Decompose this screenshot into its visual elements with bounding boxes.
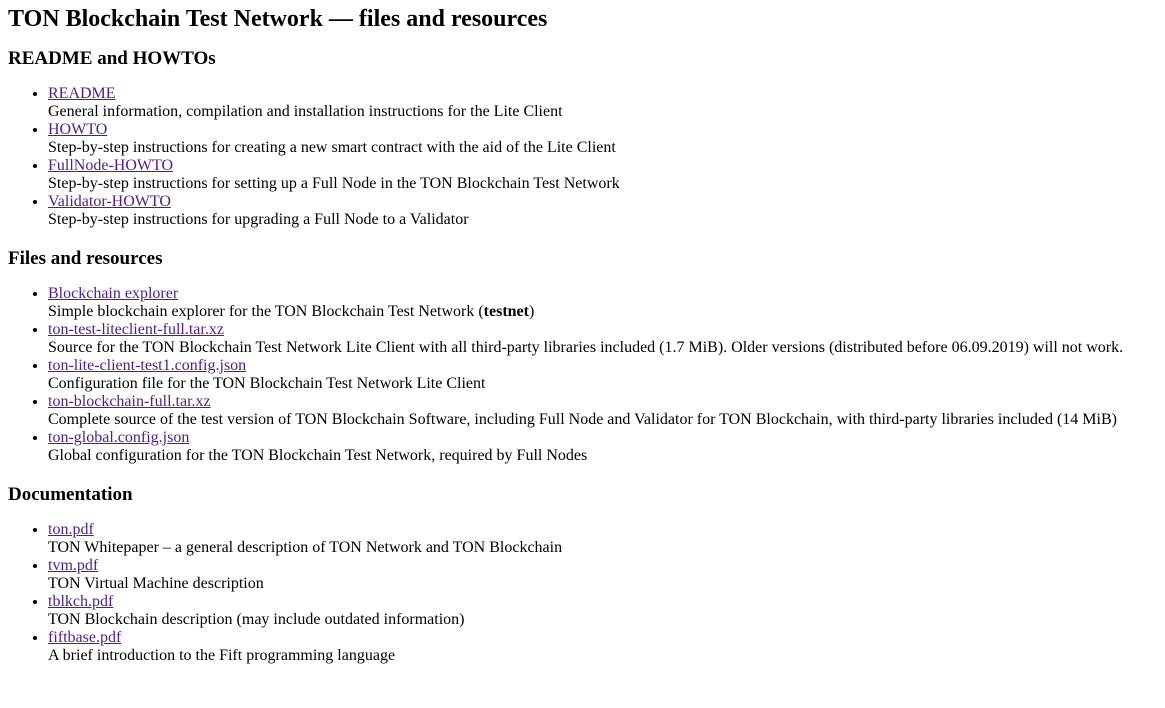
description-tail: ) [528, 303, 535, 320]
page [0, 5, 1165, 665]
tblkch-pdf-description: TON Blockchain description (may include outdated information) [48, 611, 465, 628]
howto-description: Step-by-step instructions for creating a new smart contract with the aid of the Lite Client [48, 139, 616, 156]
section-heading-documentation: Documentation [8, 484, 133, 505]
tvm-pdf-link[interactable]: tvm.pdf [48, 557, 99, 574]
ton-pdf-description: TON Whitepaper – a general description of TON Network and TON Blockchain [48, 539, 563, 556]
fiftbase-pdf-description: A brief introduction to the Fift programming language [48, 647, 396, 664]
lite-client-config-link[interactable]: ton-lite-client-test1.config.json [48, 357, 247, 374]
list-item [48, 393, 1157, 429]
list-item [48, 157, 1157, 193]
global-config-description: Global configuration for the TON Blockchain Test Network, required by Full Nodes [48, 447, 588, 464]
tvm-pdf-description: TON Virtual Machine description [48, 575, 264, 592]
readme-link[interactable]: README [48, 85, 116, 102]
validator-howto-description: Step-by-step instructions for upgrading a Full Node to a Validator [48, 211, 469, 228]
blockchain-explorer-description: Simple blockchain explorer for the TON Blockchain Test Network ( [48, 303, 484, 320]
list-item [48, 193, 1157, 229]
list-item [48, 321, 1157, 357]
page-title: TON Blockchain Test Network — files and resources [8, 6, 548, 32]
fiftbase-pdf-link[interactable]: fiftbase.pdf [48, 629, 122, 646]
list-item [48, 557, 1157, 593]
validator-howto-link[interactable]: Validator-HOWTO [48, 193, 171, 210]
readme-list [8, 85, 1157, 229]
blockchain-explorer-link[interactable]: Blockchain explorer [48, 285, 179, 302]
list-item [48, 85, 1157, 121]
lite-client-config-description: Configuration file for the TON Blockchain Test Network Lite Client [48, 375, 486, 392]
blockchain-archive-description: Complete source of the test version of TON Blockchain Software, including Full Node and Validator for TON Blockchain, with third-party libraries included (14 MiB) [48, 411, 1117, 428]
readme-description: General information, compilation and installation instructions for the Lite Client [48, 103, 563, 120]
list-item [48, 629, 1157, 665]
liteclient-archive-description: Source for the TON Blockchain Test Network Lite Client with all third-party libraries included (1.7 MiB). Older versions (distributed before 06.09.2019) will not work. [48, 339, 1124, 356]
list-item [48, 593, 1157, 629]
tblkch-pdf-link[interactable]: tblkch.pdf [48, 593, 114, 610]
global-config-link[interactable]: ton-global.config.json [48, 429, 190, 446]
liteclient-archive-link[interactable]: ton-test-liteclient-full.tar.xz [48, 321, 224, 338]
list-item [48, 357, 1157, 393]
list-item [48, 121, 1157, 157]
fullnode-howto-link[interactable]: FullNode-HOWTO [48, 157, 174, 174]
blockchain-archive-link[interactable]: ton-blockchain-full.tar.xz [48, 393, 211, 410]
section-heading-readme: README and HOWTOs [8, 48, 216, 69]
testnet-label: testnet [483, 303, 529, 320]
list-item [48, 285, 1157, 321]
files-list [8, 285, 1157, 465]
howto-link[interactable]: HOWTO [48, 121, 108, 138]
ton-pdf-link[interactable]: ton.pdf [48, 521, 94, 538]
documentation-list [8, 521, 1157, 665]
list-item [48, 429, 1157, 465]
fullnode-howto-description: Step-by-step instructions for setting up a Full Node in the TON Blockchain Test Network [48, 175, 620, 192]
section-heading-files: Files and resources [8, 248, 163, 269]
list-item [48, 521, 1157, 557]
